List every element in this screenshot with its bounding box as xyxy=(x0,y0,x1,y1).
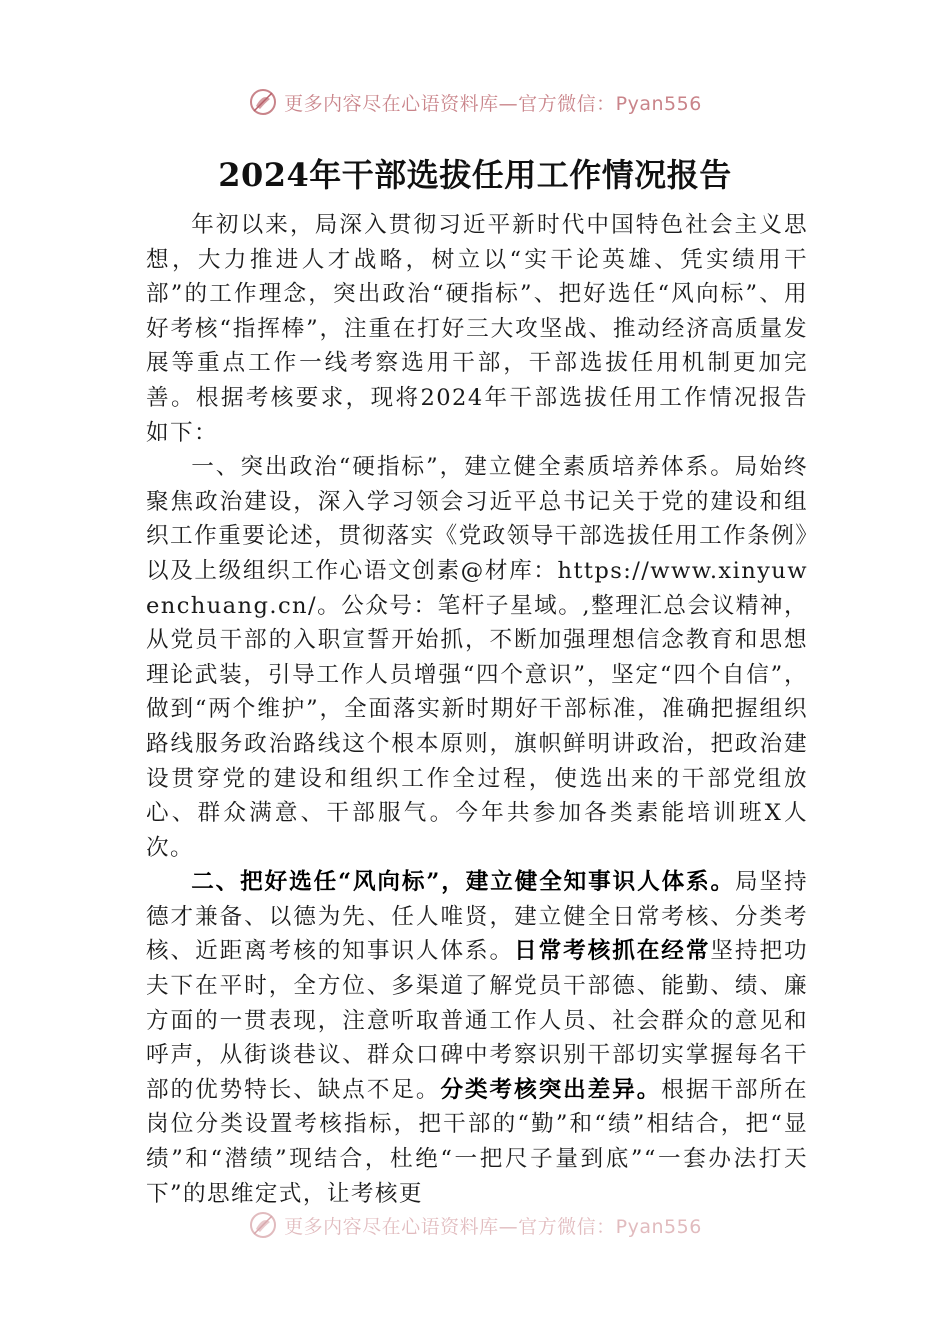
paragraph-text: 坚持把功夫下在平时，全方位、多渠道了解党员干部德、能勤、绩、廉方面的一贯表现，注意听取普通工作人员、社会群众的意见和呼声，从街谈巷议、群众口碑中考察识别干部切实掌握每名干部的优势特长、缺点不足。 xyxy=(146,938,808,1103)
subsection-heading: 分类考核突出差异。 xyxy=(440,1076,662,1103)
paragraph-text: 年初以来，局深入贯彻习近平新时代中国特色社会主义思想，大力推进人才战略，树立以“实干论英雄、凭实绩用干部”的工作理念，突出政治“硬指标”、把好选任“风向标”、用好考核“指挥棒”，注重在打好三大攻坚战、推动经济高质量发展等重点工作一线考察选用干部，干部选拔任用机制更加完善。根据考核要求，现将2024年干部选拔任用工作情况报告如下： xyxy=(146,212,808,446)
watermark-header xyxy=(0,84,950,120)
document-title: 2024年干部选拔任用工作情况报告 xyxy=(218,156,732,194)
document-body xyxy=(146,208,808,1211)
paragraph-section-two xyxy=(146,865,808,1211)
paragraph-text: 根据干部所在岗位分类设置考核指标，把干部的“勤”和“绩”相结合，把“显绩”和“潜绩”现结合，杜绝“一把尺子量到底”“一套办法打天下”的思维定式，让考核更 xyxy=(146,1076,808,1207)
paragraph-text: 一、突出政治“硬指标”，建立健全素质培养体系。局始终聚焦政治建设，深入学习领会习近平总书记关于党的建设和组织工作重要论述，贯彻落实《党政领导干部选拔任用工作条例》以及上级组织工作心语文创素@材库：https://www.xinyuwenchuang.cn/。公众号：笔杆子星域。,整理汇总会议精神，从党员干部的入职宣誓开始抓，不断加强理想信念教育和思想理论武装，引导工作人员增强“四个意识”，坚定“四个自信”，做到“两个维护”，全面落实新时期好干部标准，准确把握组织路线服务政治路线这个根本原则，旗帜鲜明讲政治，把政治建设贯穿党的建设和组织工作全过程，使选出来的干部党组放心、群众满意、干部服气。今年共参加各类素能培训班X人次。 xyxy=(146,454,808,861)
paragraph-text: 局坚持德才兼备、以德为先、任人唯贤，建立健全日常考核、分类考核、近距离考核的知事识人体系。 xyxy=(146,869,808,965)
subsection-heading: 日常考核抓在经常 xyxy=(514,938,711,965)
seal-logo-icon xyxy=(248,87,278,117)
watermark-text: 更多内容尽在心语资料库—官方微信：Pyan556 xyxy=(284,1215,702,1238)
paragraph-intro xyxy=(146,208,808,450)
seal-logo-icon xyxy=(248,1210,278,1240)
watermark-text: 更多内容尽在心语资料库—官方微信：Pyan556 xyxy=(284,92,702,115)
watermark-footer xyxy=(0,1207,950,1243)
section-heading: 二、把好选任“风向标”，建立健全知事识人体系。 xyxy=(191,869,736,896)
paragraph-section-one xyxy=(146,450,808,865)
